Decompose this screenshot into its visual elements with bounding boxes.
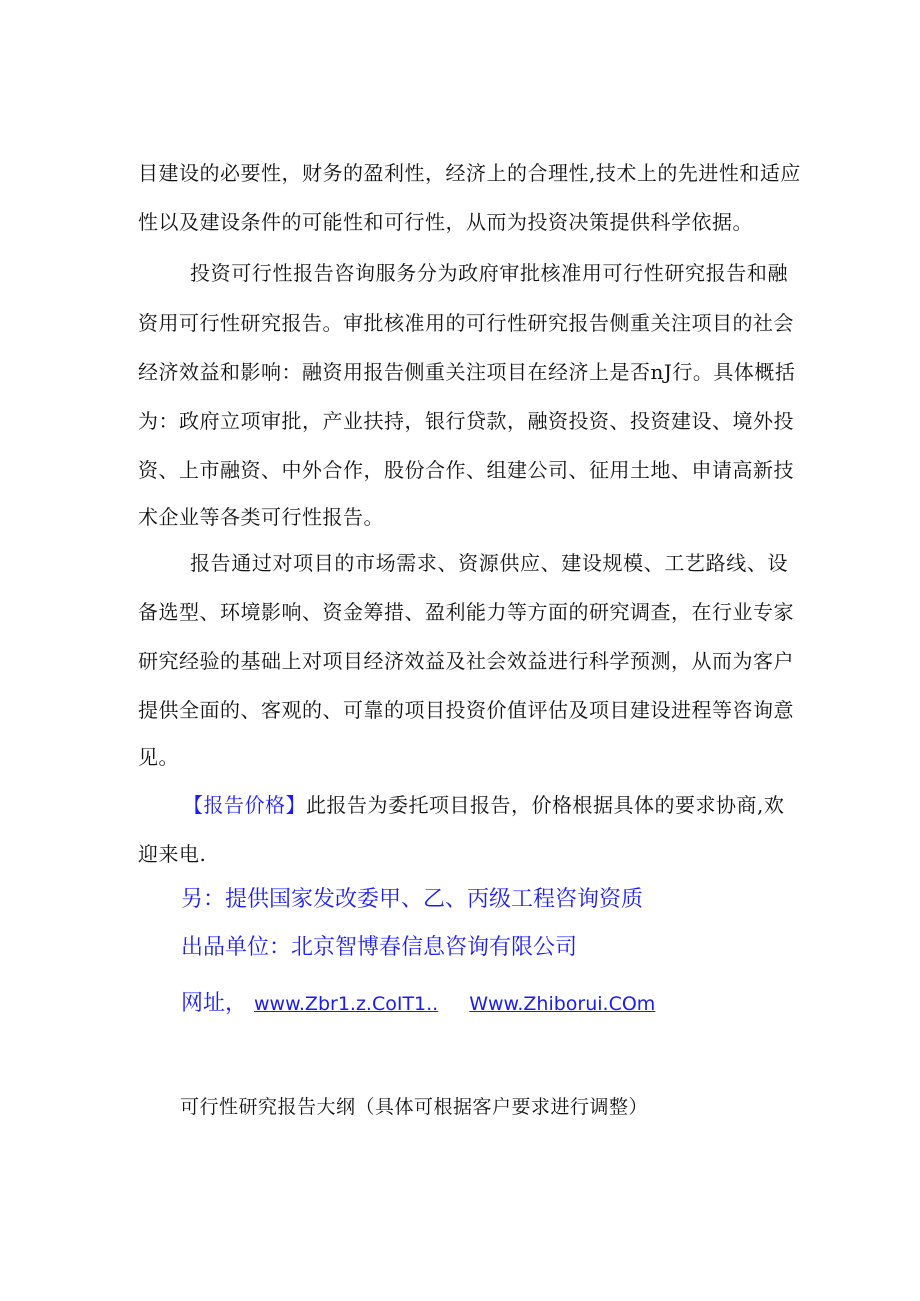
price-line-2: 迎来电. [138, 842, 207, 866]
paragraph-3-line-1: 报告通过对项目的市场需求、资源供应、建设规模、工艺路线、设 [190, 551, 788, 575]
paragraph-2-line-2: 资用可行性研究报告。审批核准用的可行性研究报告侧重关注项目的社会 [138, 311, 794, 335]
qualification-line: 另：提供国家发改委甲、乙、丙级工程咨询资质 [181, 887, 644, 912]
price-text: 此报告为委托项目报告，价格根据具体的要求协商,欢 [306, 793, 785, 817]
paragraph-2-line-1: 投资可行性报告咨询服务分为政府审批核准用可行性研究报告和融 [190, 261, 788, 285]
website-label: 网址， [181, 991, 248, 1016]
website-link-1[interactable]: www.Zbr1.z.CoIT1.. [254, 993, 439, 1015]
website-line [181, 990, 679, 1018]
paragraph-1-line-2: 性以及建设条件的可能性和可行性，从而为投资决策提供科学依据。 [138, 210, 753, 234]
paragraph-2-line-3: 经济效益和影响：融资用报告侧重关注项目在经济上是否nJ行。具体概括 [138, 360, 796, 384]
paragraph-2-line-5: 资、上市融资、中外合作，股份合作、组建公司、征用土地、申请高新技 [138, 458, 794, 482]
paragraph-1-line-1: 目建设的必要性，财务的盈利性，经济上的合理性,技术上的先进性和适应 [138, 161, 801, 185]
paragraph-3-line-2: 备选型、环境影响、资金筹措、盈利能力等方面的研究调查，在行业专家 [138, 600, 794, 624]
paragraph-2-line-4: 为：政府立项审批，产业扶持，银行贷款，融资投资、投资建设、境外投 [138, 409, 794, 433]
outline-title: 可行性研究报告大纲（具体可根据客户要求进行调整） [180, 1096, 649, 1118]
website-link-2[interactable]: Www.Zhiborui.COm [469, 993, 656, 1015]
price-line-1 [183, 792, 788, 818]
paragraph-3-line-3: 研究经验的基础上对项目经济效益及社会效益进行科学预测，从而为客户 [138, 649, 794, 673]
paragraph-3-line-5: 见。 [138, 745, 179, 769]
price-label: 【报告价格】 [183, 793, 306, 817]
paragraph-3-line-4: 提供全面的、客观的、可靠的项目投资价值评估及项目建设进程等咨询意 [138, 698, 794, 722]
publisher-line: 出品单位：北京智博春信息咨询有限公司 [181, 935, 578, 960]
paragraph-2-line-6: 术企业等各类可行性报告。 [138, 505, 384, 529]
